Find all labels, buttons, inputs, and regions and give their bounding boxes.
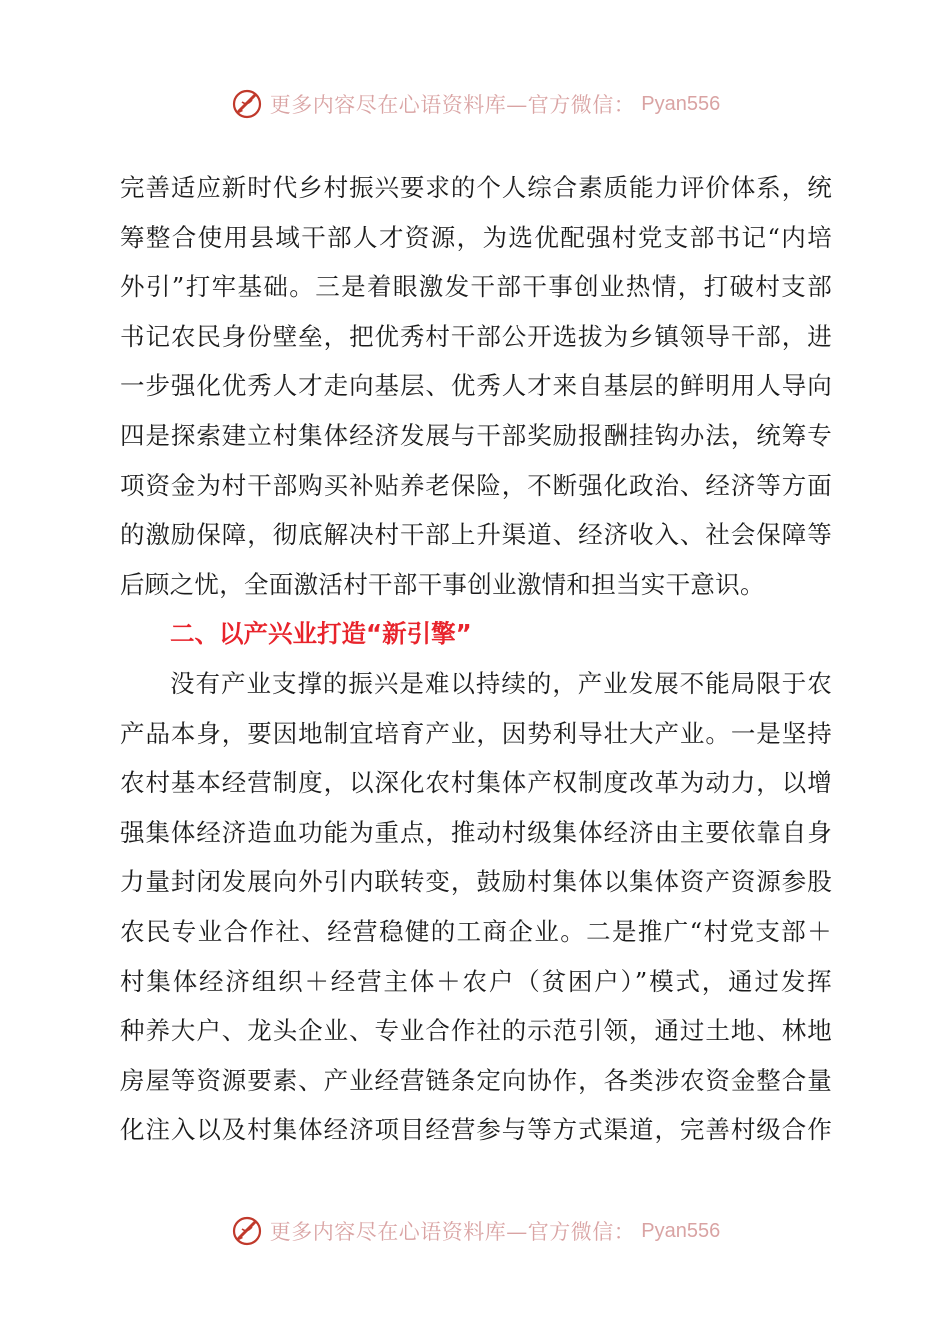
banner-text: 更多内容尽在心语资料库—官方微信： bbox=[269, 93, 636, 117]
document-body bbox=[120, 163, 832, 1155]
text-line: 书记农民身份壁垒，把优秀村干部公开选拔为乡镇领导干部，进 bbox=[120, 321, 832, 351]
banner-content bbox=[230, 87, 720, 121]
text-line: 四是探索建立村集体经济发展与干部奖励报酬挂钩办法，统筹专 bbox=[120, 420, 832, 450]
text-line: 化注入以及村集体经济项目经营参与等方式渠道，完善村级合作 bbox=[120, 1115, 832, 1145]
text-line: 外引”打牢基础。三是着眼激发干部干事创业热情，打破村支部 bbox=[120, 272, 833, 302]
text-line: 产品本身，要因地制宜培育产业，因势利导壮大产业。一是坚持 bbox=[120, 718, 832, 748]
text-line: 筹整合使用县域干部人才资源，为选优配强村党支部书记“内培 bbox=[120, 222, 833, 252]
header-banner bbox=[0, 84, 950, 124]
text-line: 村集体经济组织＋经营主体＋农户（贫困户）”模式，通过发挥 bbox=[120, 966, 832, 996]
text-line: 农民专业合作社、经营稳健的工商企业。二是推广“村党支部＋ bbox=[120, 916, 832, 946]
text-line: 力量封闭发展向外引内联转变，鼓励村集体以集体资产资源参股 bbox=[120, 867, 832, 897]
text-line: 后顾之忧，全面激活村干部干事创业激情和担当实干意识。 bbox=[120, 569, 765, 599]
banner-content bbox=[230, 1214, 720, 1248]
text-line: 没有产业支撑的振兴是难以持续的，产业发展不能局限于农 bbox=[170, 668, 832, 698]
banner-text: 更多内容尽在心语资料库—官方微信： bbox=[269, 1220, 636, 1244]
footer-banner bbox=[0, 1211, 950, 1251]
text-line: 项资金为村干部购买补贴养老保险，不断强化政治、经济等方面 bbox=[120, 470, 832, 500]
pen-circle-logo-icon bbox=[230, 87, 264, 121]
banner-wechat-id: Pyan556 bbox=[641, 1219, 721, 1242]
text-line: 种养大户、龙头企业、专业合作社的示范引领，通过土地、林地 bbox=[120, 1016, 832, 1046]
text-line: 完善适应新时代乡村振兴要求的个人综合素质能力评价体系，统 bbox=[120, 173, 832, 202]
text-line: 的激励保障，彻底解决村干部上升渠道、经济收入、社会保障等 bbox=[120, 520, 832, 550]
section-heading: 二、以产兴业打造“新引擎” bbox=[170, 619, 472, 649]
paragraph-1 bbox=[120, 163, 832, 609]
pen-circle-logo-icon bbox=[230, 1214, 264, 1248]
text-line: 农村基本经营制度，以深化农村集体产权制度改革为动力，以增 bbox=[120, 768, 832, 798]
text-line: 房屋等资源要素、产业经营链条定向协作，各类涉农资金整合量 bbox=[120, 1065, 832, 1095]
text-line: 一步强化优秀人才走向基层、优秀人才来自基层的鲜明用人导向 bbox=[120, 371, 832, 401]
text-line: 强集体经济造血功能为重点，推动村级集体经济由主要依靠自身 bbox=[120, 817, 832, 847]
paragraph-2 bbox=[120, 659, 832, 1155]
banner-wechat-id: Pyan556 bbox=[641, 92, 721, 115]
